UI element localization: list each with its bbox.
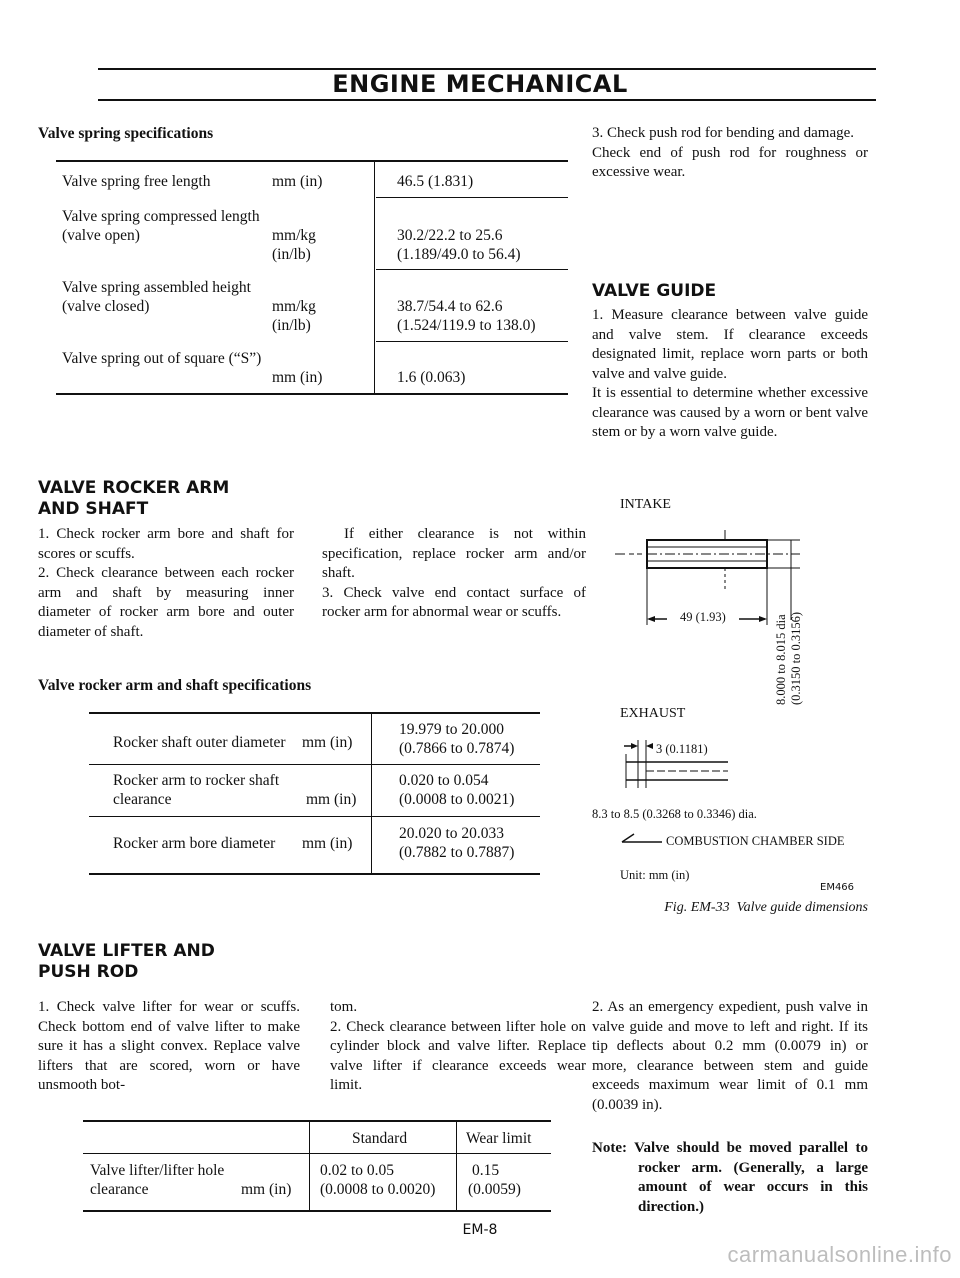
rocker-row-value: 20.020 to 20.033 [399, 825, 505, 842]
rocker-row-unit: mm (in) [306, 791, 357, 808]
spring-row-unit-2: (in/lb) [272, 246, 311, 263]
spring-row-rule [376, 269, 568, 270]
lifter-row-unit: mm (in) [241, 1181, 292, 1198]
spring-row-label: Valve spring out of square (“S”) [62, 350, 262, 367]
page-number: EM-8 [462, 1222, 498, 1238]
rocker-table-top-rule [89, 712, 540, 714]
lifter-table-bottom-rule [83, 1210, 551, 1212]
spring-row-label-2: (valve closed) [62, 298, 150, 315]
rocker-row-rule [89, 816, 540, 817]
exhaust-label: EXHAUST [620, 706, 686, 721]
lifter-col-wear-limit: Wear limit [466, 1130, 532, 1147]
lifter-table-header-rule [83, 1153, 551, 1154]
rocker-row-value-2: (0.7866 to 0.7874) [399, 740, 515, 757]
intake-diameter-mm: 8.000 to 8.015 dia [774, 614, 788, 705]
figure-unit: Unit: mm (in) [620, 868, 690, 882]
pushrod-text: 3. Check push rod for bending and damage. Check end of push rod for roughness or excessive wear. [592, 125, 868, 180]
rocker-heading-line2: AND SHAFT [38, 499, 149, 519]
spring-row-value: 1.6 (0.063) [397, 369, 466, 386]
lifter-standard-value-2: (0.0008 to 0.0020) [320, 1181, 436, 1198]
spring-row-value-2: (1.189/49.0 to 56.4) [397, 246, 521, 263]
figure-title: Valve guide dimensions [736, 900, 868, 915]
rocker-row-label: Rocker shaft outer diameter [113, 734, 286, 751]
rocker-table-bottom-rule [89, 873, 540, 875]
emergency-text: 2. As an emergency expedient, push valve in valve guide and move to left and right. If its tip deflects about 0.2 mm (0.0079 in) or more, clearance between stem and guide exceeds maximum wear limit of 0.1 mm (0.0039 in). [592, 999, 868, 1113]
figure-caption [660, 900, 868, 916]
lifter-table-divider [456, 1121, 457, 1211]
rocker-heading [38, 478, 229, 520]
arrow-icon [620, 832, 664, 846]
spring-row-label-2: (valve open) [62, 227, 140, 244]
lifter-standard-value: 0.02 to 0.05 [320, 1162, 395, 1179]
rocker-text-right: If either clearance is not within specification, replace rocker arm and/or shaft. 3. Check valve end contact surface of rocker arm for abnormal wear or scuffs. [322, 526, 586, 620]
intake-length: 49 (1.93) [680, 610, 726, 624]
lifter-wear-value: 0.15 [472, 1162, 500, 1179]
spring-table-caption: Valve spring specifications [38, 125, 214, 142]
rocker-heading-line1: VALVE ROCKER ARM [38, 478, 230, 498]
rocker-row-label: Rocker arm bore diameter [113, 835, 276, 852]
spring-row-label: Valve spring assembled height [62, 279, 251, 296]
note-text: Note: Valve should be moved parallel to rocker arm. (Generally, a large amount of wear occurs in this direction.) [592, 1140, 868, 1215]
rocker-table-divider [371, 713, 372, 874]
spring-row-value-2: (1.524/119.9 to 138.0) [397, 317, 536, 334]
rocker-table-caption: Valve rocker arm and shaft specifications [38, 677, 312, 694]
rocker-row-unit: mm (in) [302, 734, 353, 751]
rocker-row-value-2: (0.7882 to 0.7887) [399, 844, 515, 861]
rocker-row-rule [89, 764, 540, 765]
lifter-row-label: Valve lifter/lifter hole [90, 1162, 225, 1179]
spring-row-unit: mm/kg [272, 227, 316, 244]
lifter-row-label-2: clearance [90, 1181, 149, 1198]
lifter-table-top-rule [83, 1120, 551, 1122]
intake-guide-drawing [615, 520, 845, 680]
spring-row-rule [376, 197, 568, 198]
figure-code: EM466 [820, 882, 855, 893]
rocker-row-unit: mm (in) [302, 835, 353, 852]
spring-table-top-rule [56, 160, 568, 162]
spring-row-unit: mm (in) [272, 173, 323, 190]
spring-row-rule [376, 341, 568, 342]
spring-row-unit: mm (in) [272, 369, 323, 386]
intake-label: INTAKE [620, 497, 671, 512]
intake-diameter-in: (0.3150 to 0.3156) [789, 611, 803, 705]
spring-table-divider [374, 161, 375, 394]
intake-diameter-block [774, 612, 804, 705]
spring-row-label: Valve spring free length [62, 173, 211, 190]
lifter-text-mid: tom. 2. Check clearance between lifter hole on cylinder block and valve lifter. Replace valve lifter if clearance exceeds wear limit. [330, 999, 586, 1093]
combustion-chamber-label: COMBUSTION CHAMBER SIDE [666, 834, 845, 848]
spring-row-label: Valve spring compressed length [62, 208, 260, 225]
rocker-row-value: 0.020 to 0.054 [399, 772, 489, 789]
rocker-row-label: Rocker arm to rocker shaft [113, 772, 280, 789]
rocker-row-value-2: (0.0008 to 0.0021) [399, 791, 515, 808]
watermark-credit: carmanualsonline.info [727, 1242, 952, 1267]
spring-row-unit-2: (in/lb) [272, 317, 311, 334]
lifter-wear-value-2: (0.0059) [468, 1181, 521, 1198]
lifter-table-divider [309, 1121, 310, 1211]
spring-table-bottom-rule [56, 393, 568, 395]
header-rule-bottom [98, 99, 876, 101]
spring-row-value: 30.2/22.2 to 25.6 [397, 227, 503, 244]
lifter-heading [38, 941, 215, 983]
exhaust-diameter: 8.3 to 8.5 (0.3268 to 0.3346) dia. [592, 807, 757, 821]
spring-row-value: 46.5 (1.831) [397, 173, 474, 190]
exhaust-step: 3 (0.1181) [656, 742, 708, 756]
guide-heading: VALVE GUIDE [592, 281, 717, 301]
lifter-col-standard: Standard [352, 1130, 408, 1147]
lifter-heading-line1: VALVE LIFTER AND [38, 941, 215, 961]
rocker-text-left: 1. Check rocker arm bore and shaft for scores or scuffs. 2. Check clearance between each rocker arm and shaft by measuring inner diameter of rocker arm bore and outer diameter of shaft. [38, 526, 294, 640]
rocker-row-label-2: clearance [113, 791, 172, 808]
page-title: ENGINE MECHANICAL [332, 70, 628, 98]
lifter-text-left: 1. Check valve lifter for wear or scuffs. Check bottom end of valve lifter to make sure it has a slight convex. Replace valve lifters that are scored, worn or have unsmooth bot- [38, 999, 300, 1093]
lifter-heading-line2: PUSH ROD [38, 962, 139, 982]
figure-number: Fig. EM-33 [664, 900, 730, 915]
guide-text: 1. Measure clearance between valve guide and valve stem. If clearance exceeds designated limit, replace worn parts or both valve and valve guide. It is essential to determine whether excessive clearance was caused by a worn or bent valve stem or by a worn valve guide. [592, 307, 868, 440]
spring-row-unit: mm/kg [272, 298, 316, 315]
spring-row-value: 38.7/54.4 to 62.6 [397, 298, 503, 315]
rocker-row-value: 19.979 to 20.000 [399, 721, 505, 738]
